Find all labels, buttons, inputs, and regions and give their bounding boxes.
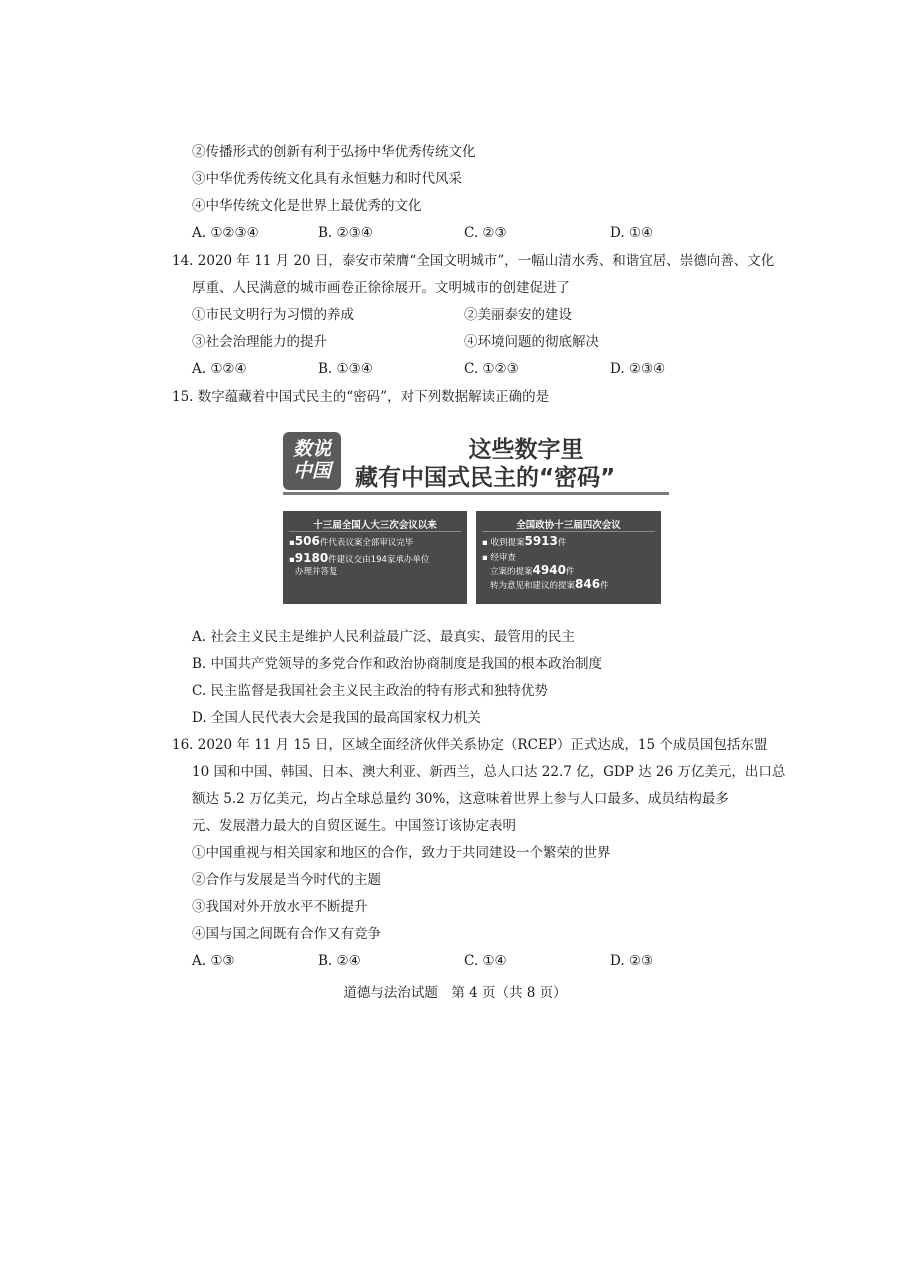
q14-item-1: ①市民文明行为习惯的养成 xyxy=(192,307,354,323)
npc-item-1-number: 506 xyxy=(294,534,320,548)
q16-item-2: ②合作与发展是当今时代的主题 xyxy=(192,872,381,888)
cppcc-panel xyxy=(476,511,661,604)
q14-item-4: ④环境问题的彻底解决 xyxy=(464,334,599,350)
npc-panel-title: 十三届全国人大三次会议以来 xyxy=(289,511,461,532)
q16-item-4: ④国与国之间既有合作又有竞争 xyxy=(192,926,381,942)
q16-stem-line-4: 元、发展潜力最大的自贸区诞生。中国签订该协定表明 xyxy=(192,818,516,834)
q16-stem-line-3: 额达 5.2 万亿美元，均占全球总量约 30%，这意味着世界上参与人口最多、成员结构最多 xyxy=(192,791,729,807)
npc-panel xyxy=(283,511,467,604)
q13-item-3: ③中华优秀传统文化具有永恒魅力和时代风采 xyxy=(192,171,462,187)
q16-option-c: C. ①④ xyxy=(464,953,507,969)
q14-option-a: A. ①②④ xyxy=(192,361,247,377)
npc-item-2-number: 9180 xyxy=(294,551,329,565)
q16-item-3: ③我国对外开放水平不断提升 xyxy=(192,899,368,915)
cppcc-line-1-unit: 件 xyxy=(565,567,575,577)
cppcc-item-2-line-2 xyxy=(476,578,661,592)
cppcc-item-1-number: 5913 xyxy=(524,534,558,548)
cppcc-item-2-label: 经审查 xyxy=(490,553,516,563)
cppcc-line-2-text: 转为意见和建议的提案 xyxy=(490,581,576,591)
q15-option-a: A. 社会主义民主是维护人民利益最广泛、最真实、最管用的民主 xyxy=(192,629,575,645)
badge-line-1: 数说 xyxy=(292,438,331,460)
q16-item-1: ①中国重视与相关国家和地区的合作，致力于共同建设一个繁荣的世界 xyxy=(192,845,611,861)
npc-item-2-text: 件建议交由194家承办单位 xyxy=(328,555,430,565)
q14-item-2: ②美丽泰安的建设 xyxy=(464,307,572,323)
q13-item-4: ④中华传统文化是世界上最优秀的文化 xyxy=(192,198,422,214)
q13-option-b: B. ②③④ xyxy=(318,225,373,241)
q14-option-b: B. ①③④ xyxy=(318,361,373,377)
q16-option-a: A. ①③ xyxy=(192,953,235,969)
cppcc-item-1-unit: 件 xyxy=(557,538,567,548)
q16-stem-line-1: 16. 2020 年 11 月 15 日，区域全面经济伙伴关系协定（RCEP）正式达成，15 个成员国包括东盟 xyxy=(172,737,768,753)
shuoshuo-zhongguo-badge xyxy=(283,432,341,490)
q13-option-d: D. ①④ xyxy=(610,225,654,241)
npc-item-1-text: 件代表议案全部审议完毕 xyxy=(319,538,414,548)
q15-option-d: D. 全国人民代表大会是我国的最高国家权力机关 xyxy=(192,710,481,726)
cppcc-line-2-unit: 件 xyxy=(600,581,609,591)
q13-item-2: ②传播形式的创新有利于弘扬中华优秀传统文化 xyxy=(192,144,476,160)
infographic-title-line-2: 藏有中国式民主的“密码” xyxy=(355,465,616,491)
q16-stem-line-2: 10 国和中国、韩国、日本、澳大利亚、新西兰，总人口达 22.7 亿，GDP 达 26 万亿美元，出口总 xyxy=(192,764,786,780)
q14-item-3: ③社会治理能力的提升 xyxy=(192,334,327,350)
cppcc-item-1-text: 收到提案 xyxy=(490,538,525,548)
q13-option-a: A. ①②③④ xyxy=(192,225,259,241)
q15-stem: 15. 数字蕴藏着中国式民主的“密码”，对下列数据解读正确的是 xyxy=(172,389,550,405)
cppcc-line-1-text: 立案的提案 xyxy=(490,567,533,577)
npc-item-2-text-2: 办理并答复 xyxy=(295,567,338,577)
cppcc-item-1: ▪ 收到提案5913件 xyxy=(482,534,567,548)
q16-option-d: D. ②③ xyxy=(610,953,654,969)
q14-stem-line-1: 14. 2020 年 11 月 20 日，泰安市荣膺“全国文明城市”，一幅山清水秀、和谐宜居、崇德向善、文化 xyxy=(172,253,775,269)
cppcc-line-1-number: 4940 xyxy=(532,563,566,577)
q14-stem-line-2: 厚重、人民满意的城市画卷正徐徐展开。文明城市的创建促进了 xyxy=(192,280,570,296)
badge-line-2: 中国 xyxy=(292,460,331,482)
infographic xyxy=(283,432,669,608)
q15-option-b: B. 中国共产党领导的多党合作和政治协商制度是我国的根本政治制度 xyxy=(192,656,603,672)
npc-item-1: ▪506件代表议案全部审议完毕 xyxy=(289,534,414,548)
cppcc-panel-title: 全国政协十三届四次会议 xyxy=(482,511,655,532)
q14-option-d: D. ②③④ xyxy=(610,361,666,377)
cppcc-item-2-line-1 xyxy=(476,564,661,578)
infographic-title-line-1: 这些数字里 xyxy=(468,437,584,463)
title-divider xyxy=(283,492,669,495)
npc-item-2: ▪9180件建议交由194家承办单位 办理并答复 xyxy=(289,551,430,577)
page-footer: 道德与法治试题 第 4 页（共 8 页） xyxy=(343,985,567,1001)
cppcc-line-2-number: 846 xyxy=(575,577,601,591)
q14-option-c: C. ①②③ xyxy=(464,361,519,377)
cppcc-item-2: ▪ 经审查 xyxy=(482,553,516,563)
q16-option-b: B. ②④ xyxy=(318,953,361,969)
q15-option-c: C. 民主监督是我国社会主义民主政治的特有形式和独特优势 xyxy=(192,683,548,699)
q13-option-c: C. ②③ xyxy=(464,225,507,241)
